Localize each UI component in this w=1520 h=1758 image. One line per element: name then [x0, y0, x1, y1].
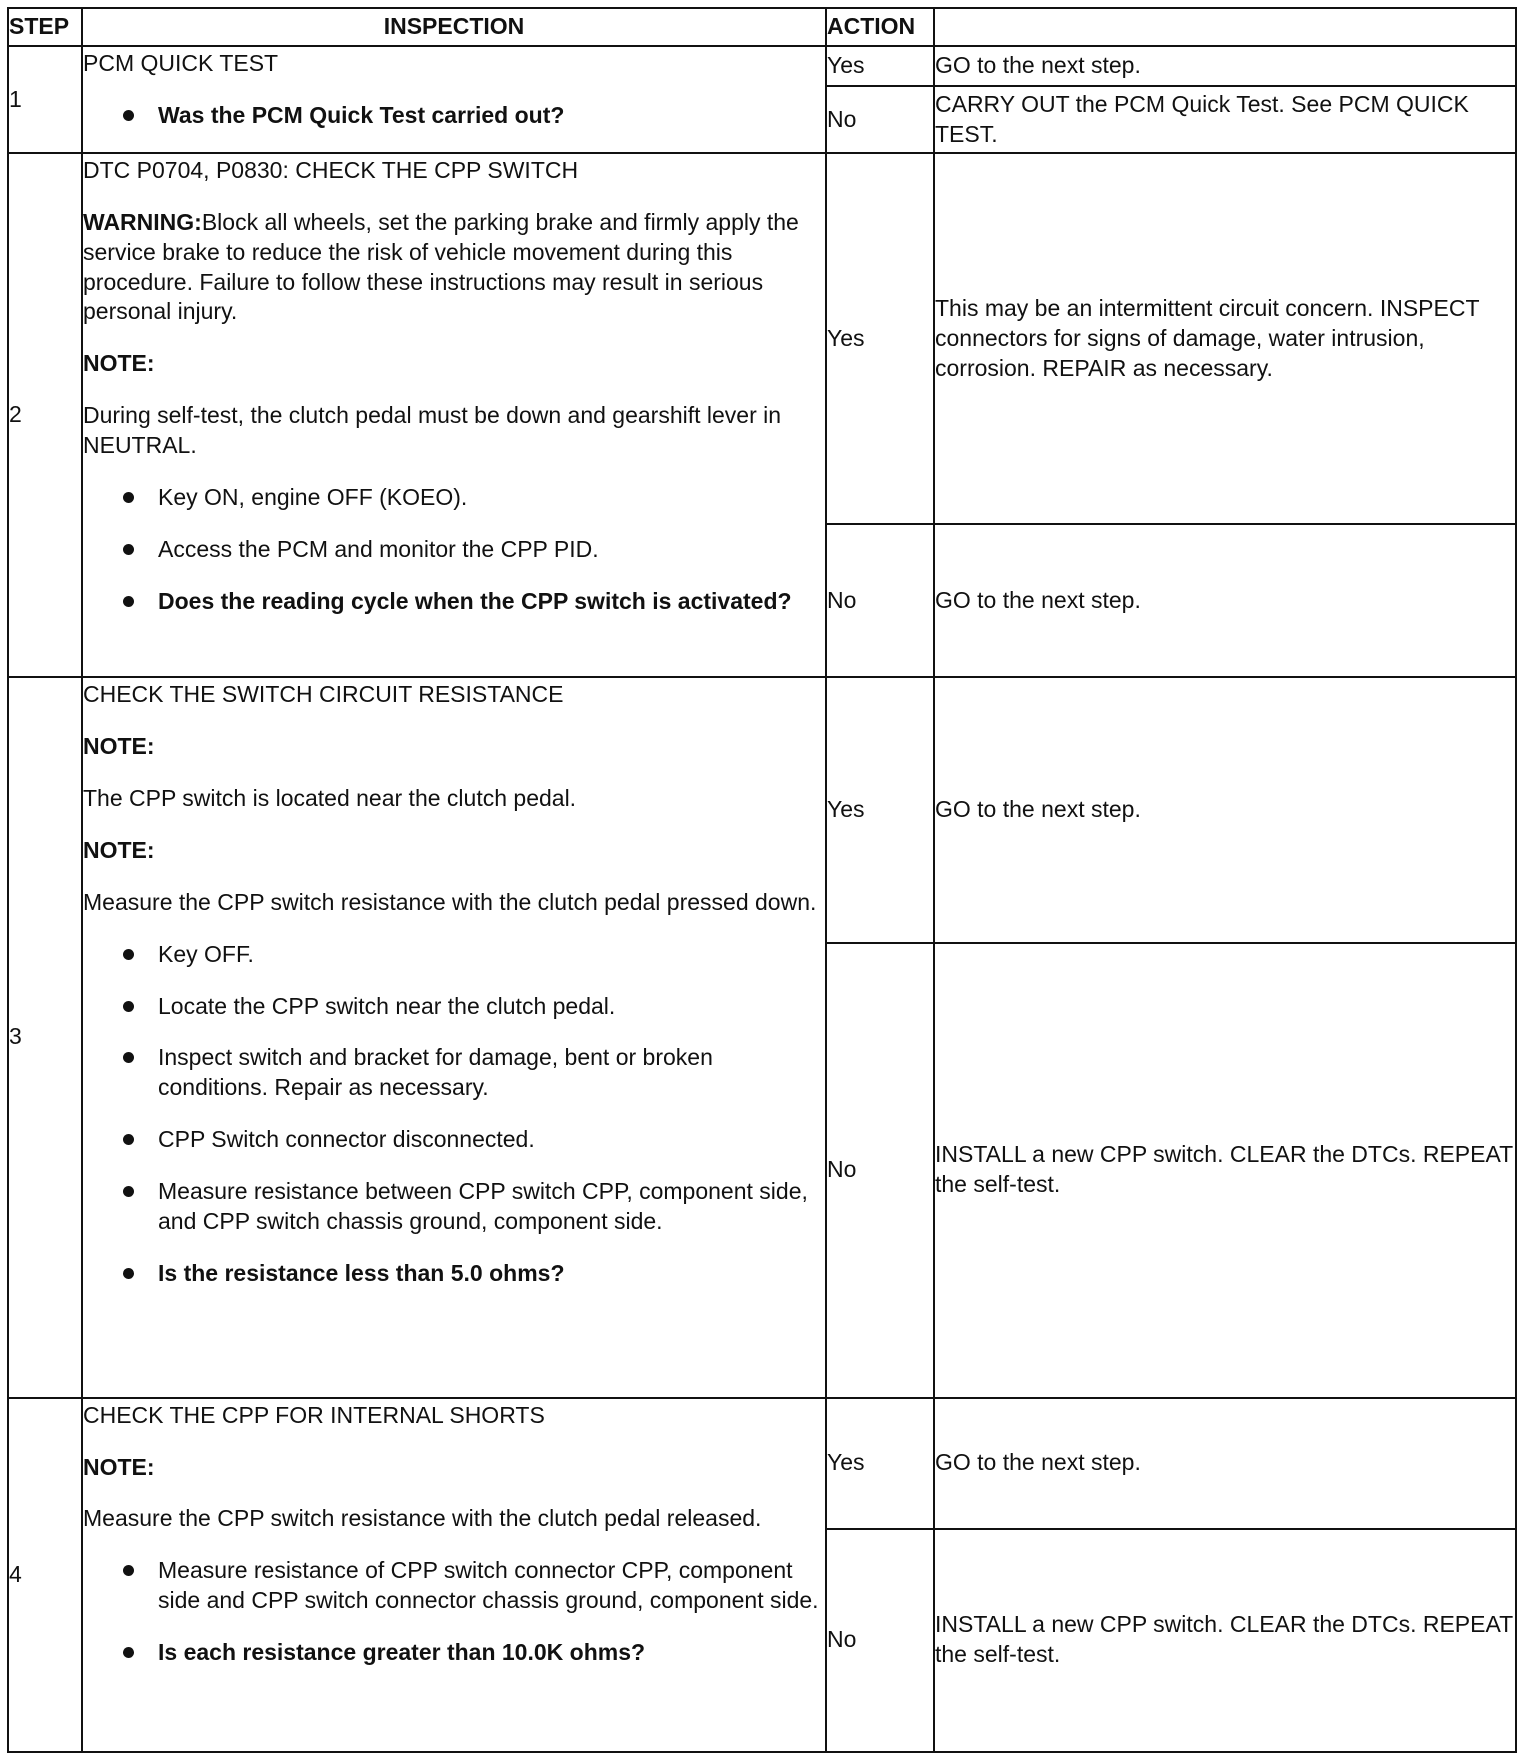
header-row [8, 8, 1516, 46]
step-number: 1 [8, 46, 82, 153]
no-action: CARRY OUT the PCM Quick Test. See PCM QUICK TEST. [934, 86, 1516, 152]
bullet-text: CPP Switch connector disconnected. [158, 1126, 535, 1153]
header-result [934, 8, 1516, 46]
question-text: Is each resistance greater than 10.0K ohms? [158, 1639, 646, 1666]
step-title: DTC P0704, P0830: CHECK THE CPP SWITCH [83, 156, 579, 183]
bullet-icon [123, 544, 134, 555]
bullet-icon [123, 1186, 134, 1197]
step-number: 4 [8, 1398, 82, 1752]
step-4-yes-row [8, 1398, 1516, 1529]
step-title: CHECK THE CPP FOR INTERNAL SHORTS [83, 1401, 545, 1428]
bullet-text: Key ON, engine OFF (KOEO). [158, 484, 468, 511]
step-title: PCM QUICK TEST [83, 50, 279, 77]
warning-label: WARNING: [83, 208, 202, 235]
step-1-inspection [82, 46, 826, 153]
step-3-yes-row [8, 677, 1516, 943]
step-number: 2 [8, 153, 82, 677]
bullet-icon [123, 1134, 134, 1145]
no-label: No [826, 1529, 934, 1752]
note-label: NOTE: [83, 1453, 155, 1480]
note-text: Measure the CPP switch resistance with the clutch pedal released. [83, 1505, 762, 1532]
bullet-item [123, 940, 825, 970]
step-number: 3 [8, 677, 82, 1398]
step-4-inspection [82, 1398, 826, 1752]
step-2-yes-row [8, 153, 1516, 524]
question-text: Was the PCM Quick Test carried out? [158, 102, 565, 129]
no-action: INSTALL a new CPP switch. CLEAR the DTCs. REPEAT the self-test. [934, 1529, 1516, 1752]
header-step: STEP [8, 8, 82, 46]
bullet-list [83, 483, 825, 617]
step-title: CHECK THE SWITCH CIRCUIT RESISTANCE [83, 681, 564, 708]
question-bullet [123, 1638, 825, 1668]
bullet-icon [123, 596, 134, 607]
no-label: No [826, 943, 934, 1398]
bullet-icon [123, 110, 134, 121]
no-action: INSTALL a new CPP switch. CLEAR the DTCs. REPEAT the self-test. [934, 943, 1516, 1398]
bullet-text: Locate the CPP switch near the clutch pedal. [158, 992, 616, 1019]
yes-action: GO to the next step. [934, 1398, 1516, 1529]
yes-label: Yes [826, 1398, 934, 1529]
no-action: GO to the next step. [934, 524, 1516, 677]
bullet-text: Key OFF. [158, 940, 254, 967]
bullet-item [123, 1043, 825, 1103]
yes-action: GO to the next step. [934, 677, 1516, 943]
no-label: No [826, 86, 934, 152]
yes-label: Yes [826, 677, 934, 943]
step-1-yes-row [8, 46, 1516, 86]
bullet-icon [123, 1268, 134, 1279]
bullet-list [83, 1556, 825, 1668]
note-text: Measure the CPP switch resistance with the clutch pedal pressed down. [83, 888, 817, 915]
bullet-item [123, 1556, 825, 1616]
bullet-icon [123, 1647, 134, 1658]
bullet-text: Measure resistance of CPP switch connector CPP, component side and CPP switch connector chassis ground, component side. [158, 1557, 819, 1614]
step-3-inspection [82, 677, 826, 1398]
bullet-item [123, 992, 825, 1022]
note-text: The CPP switch is located near the clutch pedal. [83, 784, 577, 811]
yes-label: Yes [826, 46, 934, 86]
bullet-icon [123, 1052, 134, 1063]
note-label: NOTE: [83, 733, 155, 760]
bullet-list [83, 101, 825, 131]
warning-text [83, 208, 825, 328]
bullet-icon [123, 1001, 134, 1012]
question-bullet [123, 1259, 825, 1289]
bullet-item [123, 535, 825, 565]
bullet-icon [123, 492, 134, 503]
bullet-icon [123, 1565, 134, 1576]
note-label: NOTE: [83, 350, 155, 377]
header-inspection: INSPECTION [82, 8, 826, 46]
yes-action: This may be an intermittent circuit concern. INSPECT connectors for signs of damage, water intrusion, corrosion. REPAIR as necessary. [934, 153, 1516, 524]
bullet-list [83, 940, 825, 1289]
diagnostic-table [7, 7, 1517, 1753]
question-bullet [123, 101, 825, 131]
yes-action: GO to the next step. [934, 46, 1516, 86]
header-action: ACTION [826, 8, 934, 46]
note-text: During self-test, the clutch pedal must be down and gearshift lever in NEUTRAL. [83, 402, 782, 459]
step-2-inspection [82, 153, 826, 677]
bullet-text: Measure resistance between CPP switch CPP, component side, and CPP switch chassis ground, component side. [158, 1178, 808, 1234]
note-label: NOTE: [83, 836, 155, 863]
bullet-item [123, 1125, 825, 1155]
question-text: Is the resistance less than 5.0 ohms? [158, 1259, 565, 1286]
yes-label: Yes [826, 153, 934, 524]
bullet-item [123, 483, 825, 513]
question-bullet [123, 587, 825, 617]
question-text: Does the reading cycle when the CPP switch is activated? [158, 587, 792, 614]
bullet-text: Access the PCM and monitor the CPP PID. [158, 535, 599, 562]
bullet-icon [123, 949, 134, 960]
bullet-item [123, 1177, 825, 1237]
bullet-text: Inspect switch and bracket for damage, bent or broken conditions. Repair as necessary. [158, 1044, 713, 1101]
warning-body: Block all wheels, set the parking brake and firmly apply the service brake to reduce the risk of vehicle movement during this procedure. Failure to follow these instructions may result in serious personal injury. [83, 208, 799, 325]
no-label: No [826, 524, 934, 677]
